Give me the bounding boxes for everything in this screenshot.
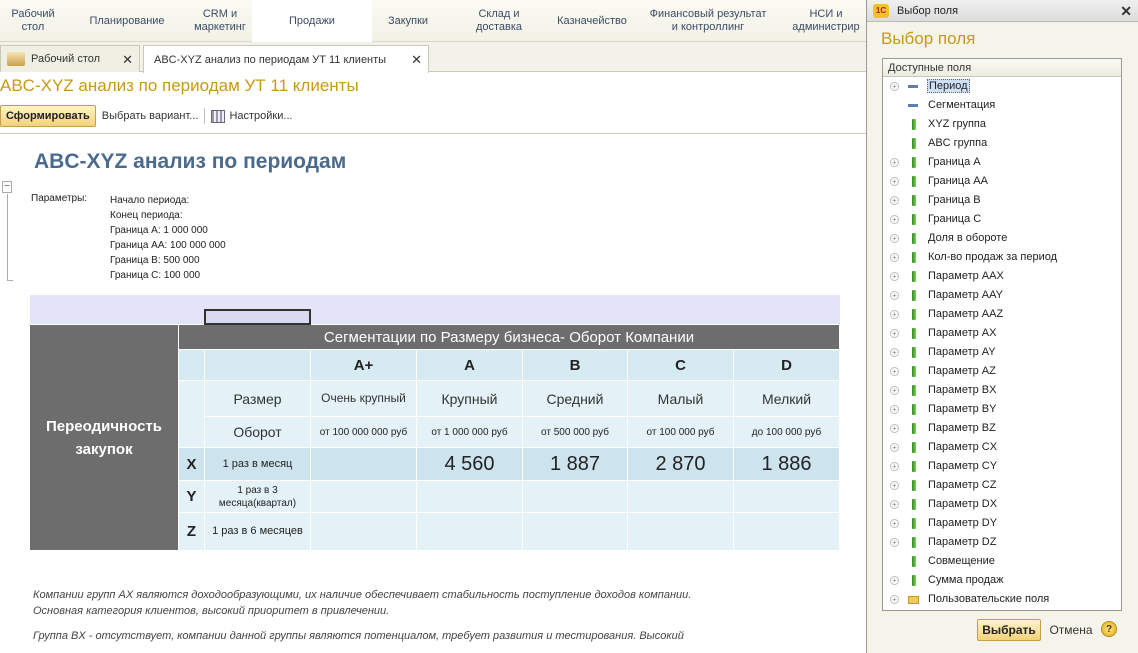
- value-cell: [628, 481, 733, 512]
- close-icon[interactable]: ✕: [411, 52, 422, 67]
- settings-button[interactable]: [211, 110, 292, 123]
- app-logo-icon: 1С: [873, 4, 889, 18]
- tree-item-label: Пользовательские поля: [928, 593, 1050, 605]
- measure-icon: [912, 195, 916, 206]
- measure-icon: [912, 442, 916, 453]
- sections-bar: [0, 0, 866, 42]
- expand-icon[interactable]: +: [890, 500, 899, 509]
- value-cell: 4 560: [417, 448, 522, 480]
- value-cell: [628, 513, 733, 550]
- tab-report-label: ABC-XYZ анализ по периодам УТ 11 клиенты: [154, 53, 387, 66]
- param-line: Конец периода:: [110, 210, 183, 221]
- row-code: X: [179, 448, 204, 480]
- value-cell: [523, 481, 627, 512]
- cancel-button[interactable]: Отмена: [1049, 623, 1093, 637]
- row-frequency: 1 раз в 3 месяца(квартал): [205, 481, 310, 512]
- turnover-cell: до 100 000 руб: [734, 417, 839, 447]
- expand-icon[interactable]: +: [890, 272, 899, 281]
- select-button[interactable]: Выбрать: [977, 619, 1041, 641]
- help-icon[interactable]: ?: [1101, 621, 1117, 637]
- turnover-label: Оборот: [205, 417, 310, 447]
- tree-item-label: Доля в обороте: [928, 232, 1008, 244]
- corner-cell: [179, 350, 204, 380]
- field-selection-window: [866, 0, 1138, 653]
- group-line: [7, 194, 8, 280]
- size-cell: Крупный: [417, 381, 522, 416]
- params-list: [110, 193, 226, 283]
- param-line: Граница С: 100 000: [110, 270, 201, 281]
- note-line: Компании групп AX являются доходообразующими, их наличие обеспечивает стабильность поступление доходов компании.: [33, 589, 692, 601]
- value-cell: [734, 481, 839, 512]
- report-title: ABC-XYZ анализ по периодам: [34, 150, 347, 173]
- desktop-icon: [7, 52, 25, 66]
- expand-icon[interactable]: +: [890, 215, 899, 224]
- value-cell: [734, 513, 839, 550]
- tree-item[interactable]: [883, 552, 1121, 571]
- letter-cell: A: [417, 350, 522, 380]
- measure-icon: [912, 214, 916, 225]
- expand-icon[interactable]: +: [890, 196, 899, 205]
- value-cell: 1 887: [523, 448, 627, 480]
- section-item[interactable]: Казначейство: [557, 14, 627, 27]
- tree-item-label: Граница АА: [928, 175, 988, 187]
- tree-item-label: Параметр CX: [928, 441, 998, 453]
- measure-icon: [912, 252, 916, 263]
- row-code: Y: [179, 481, 204, 512]
- value-cell: [417, 513, 522, 550]
- measure-icon: [912, 271, 916, 282]
- expand-icon[interactable]: +: [890, 234, 899, 243]
- measure-icon: [912, 119, 916, 130]
- settings-label: Настройки...: [229, 110, 293, 122]
- measure-icon: [912, 366, 916, 377]
- turnover-cell: от 1 000 000 руб: [417, 417, 522, 447]
- tab-desktop[interactable]: [0, 45, 140, 72]
- tree-item-label: Параметр AAZ: [928, 308, 1004, 320]
- measure-icon: [912, 575, 916, 586]
- section-item[interactable]: Закупки: [387, 14, 429, 27]
- tree-item[interactable]: [883, 495, 1121, 514]
- tree-item[interactable]: [883, 381, 1121, 400]
- tree-body: [883, 77, 1121, 609]
- tree-item-label: Параметр BZ: [928, 422, 996, 434]
- tree-item[interactable]: [883, 590, 1121, 609]
- window-title: Выбор поля: [897, 4, 959, 17]
- expand-icon[interactable]: +: [890, 424, 899, 433]
- document-title: ABC-XYZ анализ по периодам УТ 11 клиенты: [0, 76, 359, 95]
- value-cell: 1 886: [734, 448, 839, 480]
- tree-item[interactable]: [883, 419, 1121, 438]
- generate-button[interactable]: Сформировать: [0, 105, 96, 127]
- note-line: Основная категория клиентов, высокий приоритет в привлечении.: [33, 605, 390, 617]
- tree-item[interactable]: [883, 77, 1121, 96]
- tree-item[interactable]: [883, 457, 1121, 476]
- size-label: Размер: [205, 381, 310, 416]
- tree-item[interactable]: [883, 571, 1121, 590]
- expand-icon[interactable]: +: [890, 329, 899, 338]
- section-item[interactable]: Рабочий стол: [11, 8, 55, 33]
- dimension-icon: [908, 104, 918, 107]
- expand-icon[interactable]: +: [890, 158, 899, 167]
- tree-item-label: Параметр DY: [928, 517, 998, 529]
- params-label: Параметры:: [31, 193, 88, 204]
- tree-item-label: Параметр BX: [928, 384, 997, 396]
- tree-item[interactable]: [883, 305, 1121, 324]
- tree-item[interactable]: [883, 229, 1121, 248]
- expand-icon[interactable]: +: [890, 595, 899, 604]
- measure-icon: [912, 309, 916, 320]
- report-notes: [33, 587, 691, 644]
- row-code: Z: [179, 513, 204, 550]
- measure-icon: [912, 537, 916, 548]
- measure-icon: [912, 423, 916, 434]
- section-item[interactable]: НСИ и администрир: [792, 8, 860, 33]
- measure-icon: [912, 461, 916, 472]
- tree-item[interactable]: [883, 172, 1121, 191]
- measure-icon: [912, 404, 916, 415]
- measure-icon: [912, 385, 916, 396]
- collapse-icon[interactable]: −: [2, 181, 12, 193]
- tree-item[interactable]: [883, 286, 1121, 305]
- tree-header: Доступные поля: [883, 59, 1121, 77]
- toolbar: [0, 104, 866, 128]
- fields-tree[interactable]: [882, 58, 1122, 611]
- tree-item-label: Граница С: [928, 213, 982, 225]
- tree-item-label: Параметр DX: [928, 498, 998, 510]
- turnover-cell: от 500 000 руб: [523, 417, 627, 447]
- section-item[interactable]: Финансовый результат и контроллинг: [649, 8, 767, 33]
- tree-item-label: Параметр AZ: [928, 365, 996, 377]
- window-titlebar[interactable]: [867, 0, 1138, 22]
- measure-icon: [912, 556, 916, 567]
- tree-item-label: Граница А: [928, 156, 981, 168]
- tree-item-label: Период: [929, 80, 968, 92]
- expand-icon[interactable]: +: [890, 443, 899, 452]
- tree-item-label: Параметр AAY: [928, 289, 1003, 301]
- expand-icon[interactable]: +: [890, 82, 899, 91]
- value-cell: [523, 513, 627, 550]
- size-cell: Средний: [523, 381, 627, 416]
- expand-icon[interactable]: +: [890, 348, 899, 357]
- measure-icon: [912, 347, 916, 358]
- tree-item-label: Сумма продаж: [928, 574, 1004, 586]
- tree-item-label: Сегментация: [928, 99, 996, 111]
- tree-item[interactable]: [883, 248, 1121, 267]
- expand-icon[interactable]: +: [890, 576, 899, 585]
- choose-variant-button[interactable]: Выбрать вариант...: [101, 110, 199, 122]
- tab-report[interactable]: [143, 45, 429, 73]
- period-header: Переодичность закупок: [30, 325, 178, 550]
- section-item[interactable]: CRM и маркетинг: [194, 8, 246, 33]
- row-frequency: 1 раз в 6 месяцев: [205, 513, 310, 550]
- measure-icon: [912, 499, 916, 510]
- value-cell: [311, 513, 416, 550]
- tree-item-label: Граница В: [928, 194, 981, 206]
- param-line: Граница А: 1 000 000: [110, 225, 208, 236]
- expand-icon[interactable]: +: [890, 462, 899, 471]
- tab-strip: [0, 42, 866, 72]
- param-line: Граница В: 500 000: [110, 255, 200, 266]
- tree-item-label: Параметр CY: [928, 460, 998, 472]
- param-line: Граница АА: 100 000 000: [110, 240, 226, 251]
- tree-item[interactable]: [883, 514, 1121, 533]
- corner-cell: [205, 350, 310, 380]
- row-frequency: 1 раз в месяц: [205, 448, 310, 480]
- measure-icon: [912, 138, 916, 149]
- dimension-icon: [908, 85, 918, 88]
- tree-item[interactable]: [883, 191, 1121, 210]
- expand-icon[interactable]: +: [890, 291, 899, 300]
- tree-item[interactable]: [883, 115, 1121, 134]
- section-item[interactable]: Продажи: [252, 0, 372, 42]
- group-line-end: [7, 280, 13, 281]
- expand-icon[interactable]: +: [890, 310, 899, 319]
- folder-icon: [908, 596, 919, 604]
- measure-icon: [912, 328, 916, 339]
- tree-item[interactable]: [883, 476, 1121, 495]
- tree-item-label: Параметр BY: [928, 403, 997, 415]
- panel-heading: Выбор поля: [881, 29, 976, 48]
- expand-icon[interactable]: +: [890, 177, 899, 186]
- measure-icon: [912, 518, 916, 529]
- tree-item[interactable]: [883, 362, 1121, 381]
- expand-icon[interactable]: +: [890, 481, 899, 490]
- expand-icon[interactable]: +: [890, 253, 899, 262]
- measure-icon: [912, 290, 916, 301]
- close-icon[interactable]: ✕: [122, 52, 133, 67]
- measure-icon: [912, 176, 916, 187]
- value-cell: 2 870: [628, 448, 733, 480]
- tree-item-label: XYZ группа: [928, 118, 986, 130]
- tab-desktop-label: Рабочий стол: [31, 53, 101, 65]
- close-icon[interactable]: ✕: [1120, 3, 1132, 19]
- tree-item[interactable]: [883, 438, 1121, 457]
- tree-item-label: Параметр CZ: [928, 479, 997, 491]
- tree-item[interactable]: [883, 96, 1121, 115]
- turnover-cell: от 100 000 руб: [628, 417, 733, 447]
- value-cell: [311, 481, 416, 512]
- tree-item-label: Параметр AY: [928, 346, 996, 358]
- tree-item[interactable]: [883, 533, 1121, 552]
- tree-item[interactable]: [883, 324, 1121, 343]
- param-line: Начало периода:: [110, 195, 190, 206]
- letter-cell: B: [523, 350, 627, 380]
- measure-icon: [912, 157, 916, 168]
- expand-icon[interactable]: +: [890, 538, 899, 547]
- measure-icon: [912, 233, 916, 244]
- tree-item[interactable]: [883, 134, 1121, 153]
- tree-item[interactable]: [883, 400, 1121, 419]
- tree-item-label: Кол-во продаж за период: [928, 251, 1058, 263]
- expand-icon[interactable]: +: [890, 367, 899, 376]
- empty-band-row: [30, 295, 840, 324]
- expand-icon[interactable]: +: [890, 386, 899, 395]
- segment-header: Сегментации по Размеру бизнеса- Оборот Компании: [179, 325, 839, 349]
- letter-cell: D: [734, 350, 839, 380]
- value-cell: [311, 448, 416, 480]
- tree-item[interactable]: [883, 343, 1121, 362]
- note-line: Группа BX - отсутствует, компании данной группы являются потенциалом, требует развития и тестирования. Высокий: [33, 630, 684, 642]
- corner-cell: [179, 381, 204, 447]
- report-area[interactable]: [0, 133, 866, 645]
- expand-icon[interactable]: +: [890, 405, 899, 414]
- tree-item[interactable]: [883, 210, 1121, 229]
- selected-cell[interactable]: [204, 309, 311, 325]
- settings-icon: [211, 110, 225, 123]
- value-cell: [417, 481, 522, 512]
- expand-icon[interactable]: +: [890, 519, 899, 528]
- tree-item-label: Совмещение: [928, 555, 995, 567]
- section-item[interactable]: Склад и доставка: [475, 8, 523, 33]
- tree-item-label: Параметр AX: [928, 327, 997, 339]
- letter-cell: C: [628, 350, 733, 380]
- tree-item[interactable]: [883, 153, 1121, 172]
- toolbar-separator: [204, 108, 205, 124]
- tree-item-label: Параметр AAX: [928, 270, 1004, 282]
- size-cell: Малый: [628, 381, 733, 416]
- size-cell: Очень крупный: [311, 381, 416, 416]
- tree-item-label: ABC группа: [928, 137, 988, 149]
- size-cell: Мелкий: [734, 381, 839, 416]
- tree-item-label: Параметр DZ: [928, 536, 997, 548]
- letter-cell: A+: [311, 350, 416, 380]
- measure-icon: [912, 480, 916, 491]
- turnover-cell: от 100 000 000 руб: [311, 417, 416, 447]
- section-item[interactable]: Планирование: [89, 14, 165, 27]
- tree-item[interactable]: [883, 267, 1121, 286]
